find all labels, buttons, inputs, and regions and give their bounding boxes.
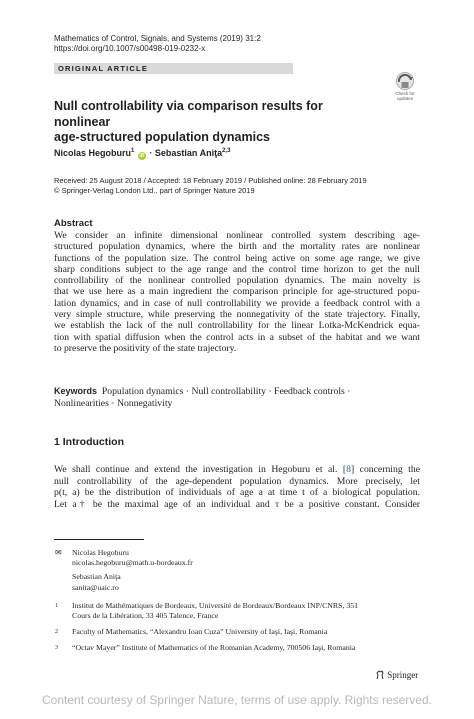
article-title: Null controllability via comparison results for nonlinear age-structured population dynamics [54,99,323,144]
doi-link[interactable]: https://doi.org/10.1007/s00498-019-0232-x [54,44,206,53]
abstract-line: We consider an infinite dimensional nonlinear controlled system describing age- [54,230,420,241]
abstract-line: lation dynamics, and in case of null controllability we provide a feedback control with a [54,297,420,309]
keywords-list: Population dynamics · Null controllability · Feedback controls · [101,386,351,397]
abstract-heading: Abstract [54,218,93,229]
corresponding-author-email[interactable]: nicolas.hegoburu@math.u-bordeaux.fr [72,558,193,568]
copyright-footer: Content courtesy of Springer Nature, terms of use apply. Rights reserved. [42,693,432,707]
body-line: Let a† be the maximal age of an individual and τ be a positive constant. Consider [54,498,420,510]
affiliation-2: Faculty of Mathematics, “Alexandru Ioan Cuza” University of Iaşi, Iaşi, Romania [72,627,328,636]
keywords [54,386,420,409]
abstract-line: we establish the lack of the null controllability for the linear Lotka-McKendrick equa- [54,320,420,332]
section-heading-introduction: 1 Introduction [54,436,124,448]
history-dates: Received: 25 August 2018 / Accepted: 18 February 2019 / Published online: 28 February 2019 [54,176,367,185]
springer-horse-icon [375,670,385,680]
affiliation-number: 1 [55,603,58,609]
abstract-line: controllability of the nonlinear controlled population dynamics. The main novelty is [54,275,420,287]
abstract-line: that we use here as a main ingredient the comparison principle for age-structured popu- [54,286,420,298]
author-name[interactable]: Sebastian Aniţa [154,148,223,158]
article-type-label: ORIGINAL ARTICLE [58,64,149,73]
publisher-logo [375,670,418,681]
corresponding-author-name: Nicolas Hegoburu [72,548,129,557]
journal-header [54,34,261,54]
orcid-icon[interactable]: iD [139,153,145,159]
journal-citation: Mathematics of Control, Signals, and Systems (2019) 31:2 [54,34,261,43]
coauthor-email[interactable]: sanita@uaic.ro [72,582,119,592]
keywords-label: Keywords [54,386,98,396]
copyright-line: © Springer-Verlag London Ltd., part of Springer Nature 2019 [54,185,255,195]
affiliation-3: “Octav Mayer” Institute of Mathematics of the Romanian Academy, 700506 Iaşi, Romania [72,643,356,652]
publication-dates [54,176,367,195]
author-separator: · [149,148,153,158]
abstract-text [54,230,420,354]
check-for-updates-text: Check for updates [395,91,415,101]
correspondence-block [72,548,193,593]
abstract-line: structured population dynamics, where the birth and the mortality rates are nonlinear [54,241,420,253]
author-list [54,148,230,160]
affiliation-number: 2 [55,629,58,635]
author-name[interactable]: Nicolas Hegoburu [54,148,132,158]
footnote-divider [54,539,144,540]
author-affiliation-ref: 1 [131,148,135,154]
abstract-line: tion with spatial diffusion when the control acts in a subset of the habitat and we want [54,331,420,343]
check-for-updates-badge[interactable] [390,72,420,102]
citation-link[interactable]: 8 [346,464,351,475]
affiliation-1: Institut de Mathématiques de Bordeaux, Université de Bordeaux/Bordeaux INP/CNRS, 351 Cours de la Libération, 33 405 Talence, France [72,601,359,620]
abstract-line: to preserve the positivity of the state trajectory. [54,342,237,354]
coauthor-name: Sebastian Aniţa [72,572,121,582]
abstract-line: very simple structure, while preserving the nonnegativity of the state trajectory. Finally, [54,309,420,321]
check-for-updates-icon [390,72,420,92]
body-line: We shall continue and extend the investigation in Hegoburu et al. [8] concerning the [54,464,420,475]
abstract-line: functions of the population size. The control being active on some age range, we give [54,252,420,264]
body-line: null controllability of the age-dependent population dynamics. More precisely, let [54,475,420,487]
introduction-text [54,464,420,510]
publisher-name: Springer [387,670,419,680]
affiliation-number: 3 [55,645,58,651]
author-affiliation-ref: 2,3 [222,148,231,154]
abstract-line: sharp conditions subject to the age range and the control time horizon to get the null [54,263,420,275]
envelope-icon: ✉ [55,548,62,557]
body-line: p(t, a) be the distribution of individuals of age a at time t of a biological population. [54,487,420,499]
keywords-list: Nonlinearities · Nonnegativity [54,397,173,409]
